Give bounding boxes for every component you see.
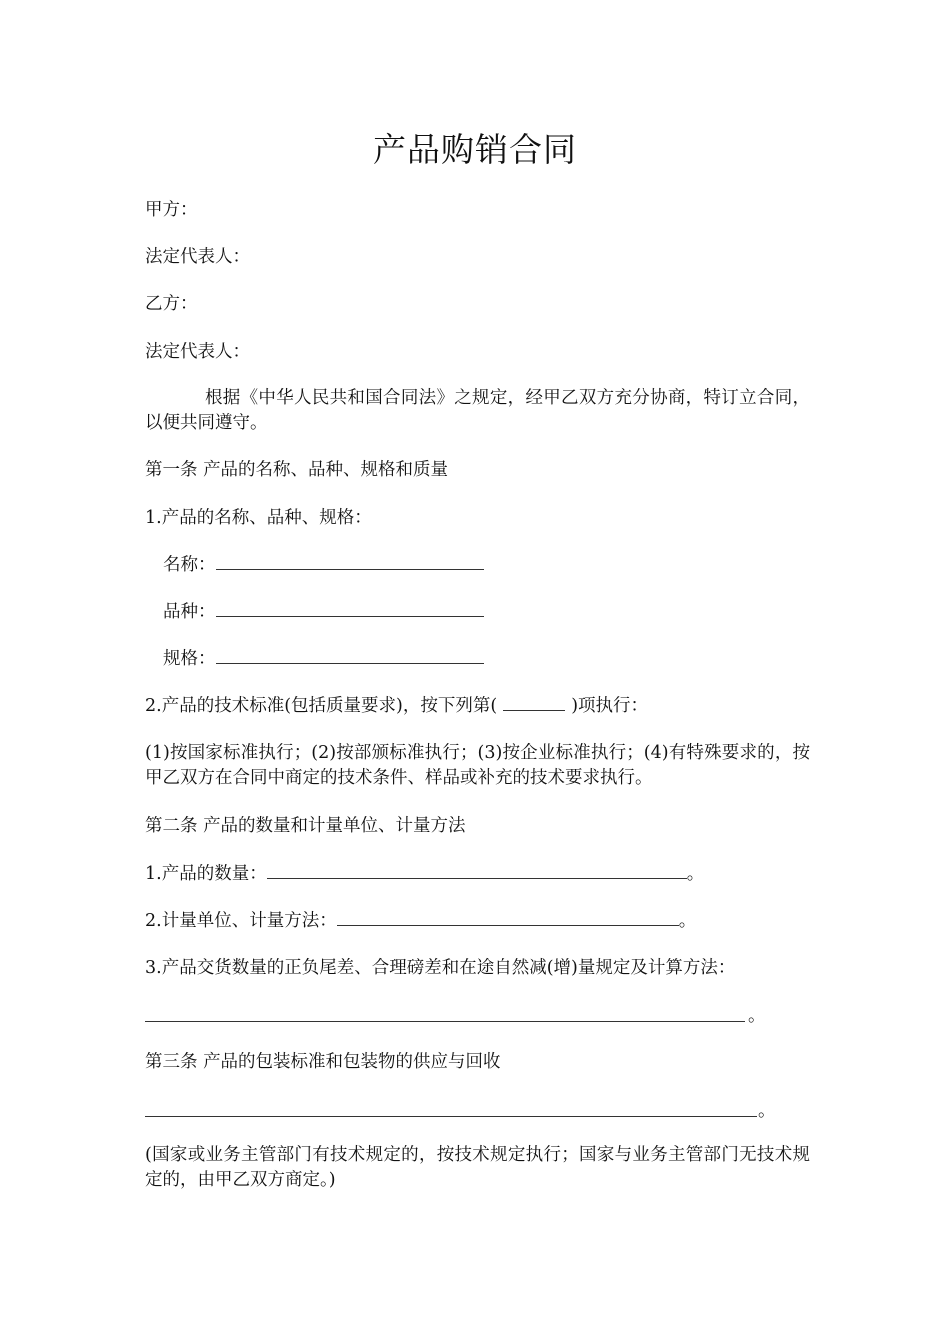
article-1-item-2-row — [145, 694, 648, 718]
variety-field-label: 品种： — [163, 602, 216, 622]
document-title: 产品购销合同 — [373, 130, 577, 169]
quantity-blank[interactable] — [267, 862, 687, 879]
measurement-row — [145, 909, 696, 933]
preamble-paragraph: 根据《中华人民共和国合同法》之规定，经甲乙双方充分协商，特订立合同，以便共同遵守。 — [145, 388, 810, 433]
quantity-label: 1.产品的数量： — [145, 864, 267, 884]
name-field-label: 名称： — [163, 555, 216, 575]
tolerance-label: 3.产品交货数量的正负尾差、合理磅差和在途自然减(增)量规定及计算方法： — [145, 958, 736, 978]
party-b-label: 乙方： — [145, 294, 198, 314]
measurement-blank[interactable] — [337, 909, 679, 926]
quantity-period: 。 — [686, 864, 705, 884]
spec-field-label: 规格： — [163, 649, 216, 669]
tolerance-blank[interactable] — [145, 1020, 745, 1022]
tolerance-period: 。 — [748, 1006, 766, 1026]
variety-field-row — [163, 600, 484, 624]
party-a-label: 甲方： — [145, 200, 198, 220]
article-1-item-1: 1.产品的名称、品种、规格： — [145, 508, 372, 528]
standard-option-blank[interactable] — [503, 694, 565, 711]
packaging-note: (国家或业务主管部门有技术规定的，按技术规定执行；国家与业务主管部门无技术规定的，由甲乙双方商定。) — [145, 1145, 810, 1190]
party-b-representative-label: 法定代表人： — [145, 342, 250, 362]
party-a-representative-label: 法定代表人： — [145, 247, 250, 267]
spec-field-row — [163, 647, 484, 671]
packaging-blank[interactable] — [145, 1115, 757, 1117]
variety-field-blank[interactable] — [216, 600, 484, 617]
article-1-item-2-prefix: 2.产品的技术标准(包括质量要求)，按下列第( — [145, 696, 498, 716]
measurement-label: 2.计量单位、计量方法： — [145, 911, 337, 931]
packaging-period: 。 — [758, 1101, 776, 1121]
name-field-blank[interactable] — [216, 553, 484, 570]
standards-paragraph: (1)按国家标准执行；(2)按部颁标准执行；(3)按企业标准执行；(4)有特殊要求的，按甲乙双方在合同中商定的技术条件、样品或补充的技术要求执行。 — [145, 743, 810, 788]
article-3-heading: 第三条 产品的包装标准和包装物的供应与回收 — [145, 1052, 501, 1072]
measurement-period: 。 — [678, 911, 697, 931]
name-field-row — [163, 553, 484, 577]
quantity-row — [145, 862, 704, 886]
article-1-heading: 第一条 产品的名称、品种、规格和质量 — [145, 460, 449, 480]
article-1-item-2-suffix: )项执行： — [571, 696, 649, 716]
article-2-heading: 第二条 产品的数量和计量单位、计量方法 — [145, 816, 466, 836]
spec-field-blank[interactable] — [216, 647, 484, 664]
